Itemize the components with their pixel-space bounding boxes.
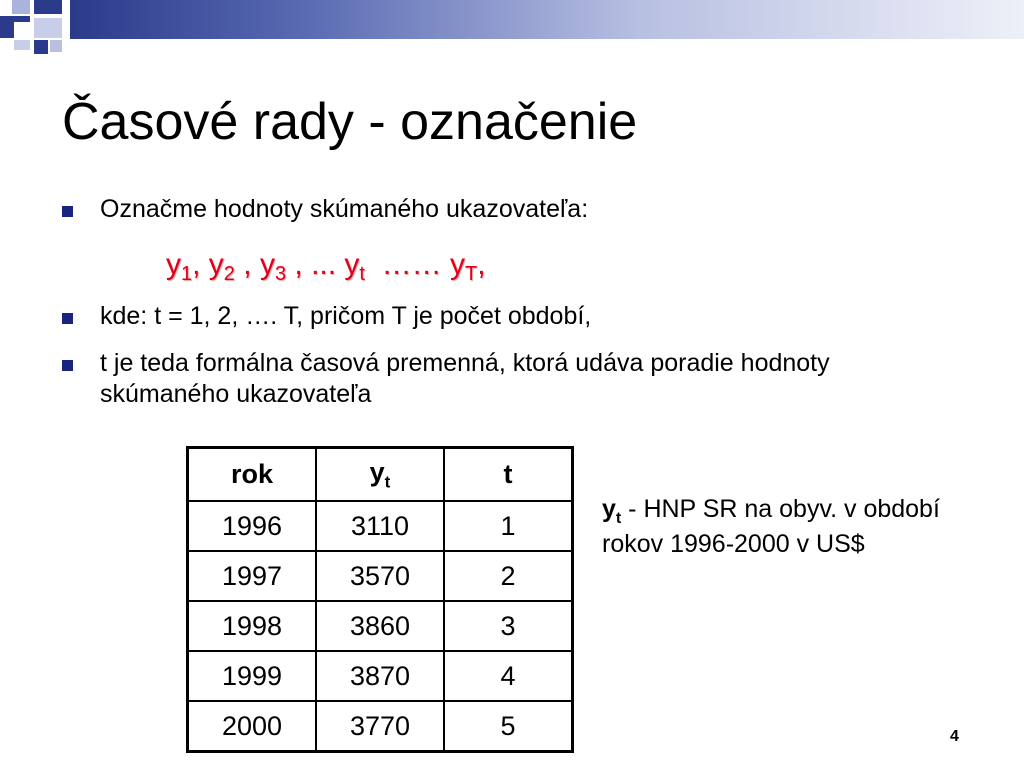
column-header-yt: $y_t$ [316,448,444,502]
table-row [188,651,573,701]
cell-yt: 3860 [316,601,444,651]
bullet-item [62,301,591,332]
deco-square [34,18,62,38]
deco-square [50,40,62,52]
cell-yt: 3870 [316,651,444,701]
table-row [188,551,573,601]
deco-square [12,0,30,14]
page-number: 4 [950,728,959,745]
deco-square [34,0,62,14]
table-note [602,494,962,561]
cell-t: 5 [444,701,573,752]
cell-rok: 2000 [188,701,317,752]
bullet-item [62,194,588,225]
cell-t: 2 [444,551,573,601]
column-header-rok: rok [188,448,317,502]
note-text: - HNP SR na obyv. v období rokov 1996-2000 v US$ [602,495,940,559]
square-bullet-icon [62,206,73,217]
bullet-text: t je teda formálna časová premenná, ktorá udáva poradie hodnoty skúmaného ukazovateľa [100,349,830,409]
page-title: Časové rady - označenie [62,93,638,151]
cell-yt: 3770 [316,701,444,752]
deco-square [14,40,30,50]
header-gradient-bar [70,0,1024,39]
table-row [188,601,573,651]
square-bullet-icon [62,313,73,324]
cell-t: 1 [444,501,573,551]
column-header-t: t [444,448,573,502]
cell-rok: 1999 [188,651,317,701]
cell-rok: 1998 [188,601,317,651]
deco-square [14,22,30,38]
cell-rok: 1996 [188,501,317,551]
data-table [186,446,574,753]
bullet-item [62,348,882,411]
cell-t: 3 [444,601,573,651]
bullet-text: kde: t = 1, 2, …. T, pričom T je počet období, [100,302,592,330]
bullet-text: Označme hodnoty skúmaného ukazovateľa: [100,195,589,223]
cell-yt: 3570 [316,551,444,601]
cell-yt: 3110 [316,501,444,551]
deco-square [34,40,48,54]
cell-t: 4 [444,651,573,701]
formula: $y_1$, $y_2$ , $y_3$ , ... $y_t$ …… $y_T$, [166,248,486,285]
table-header-row [188,448,573,502]
table-row [188,501,573,551]
note-variable: $y_t$ [602,495,622,527]
square-bullet-icon [62,360,73,371]
cell-rok: 1997 [188,551,317,601]
table-row [188,701,573,752]
